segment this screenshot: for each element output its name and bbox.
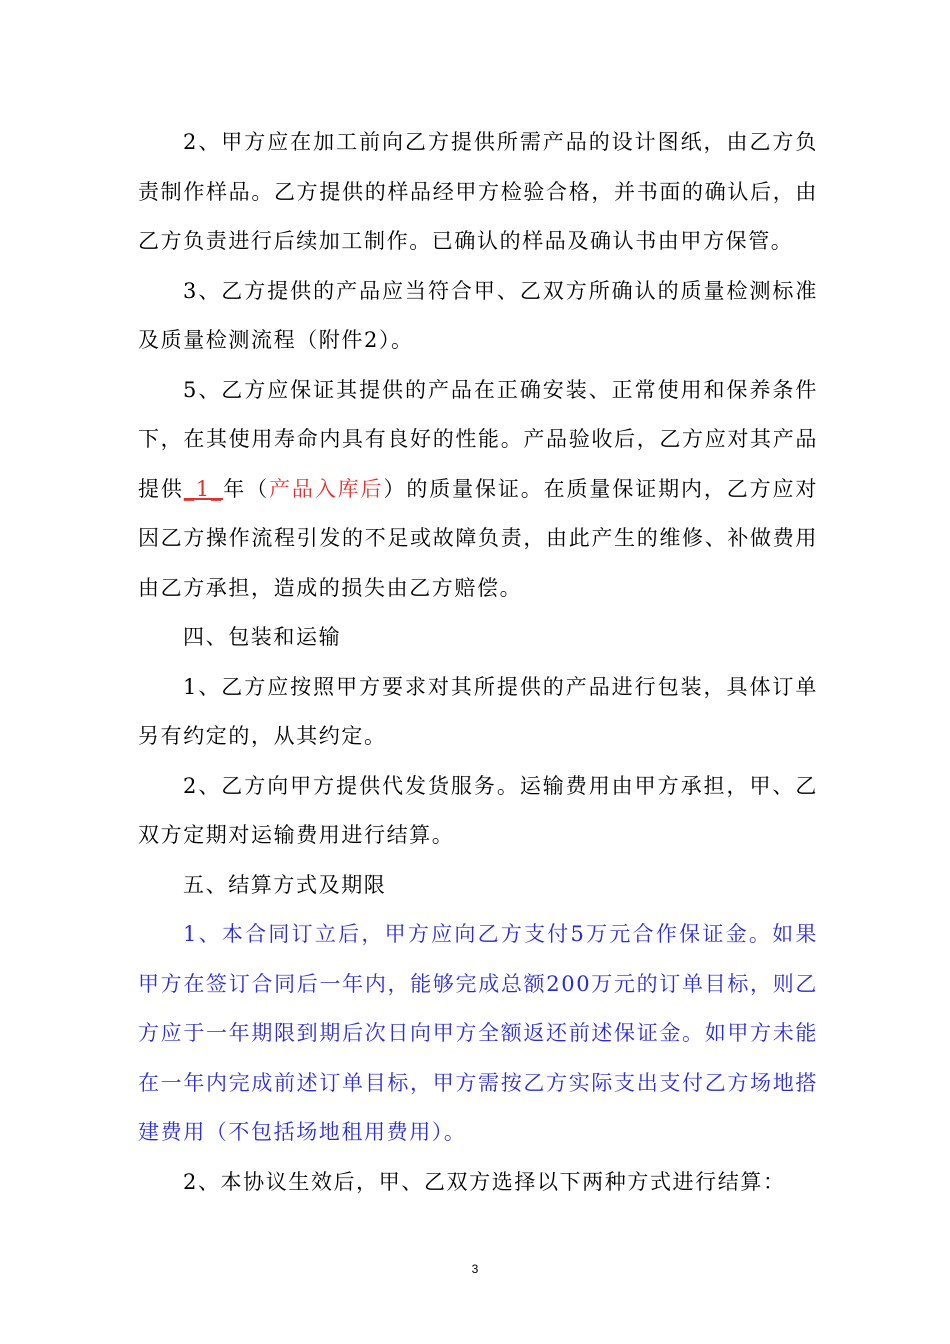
- warranty-text-after: ）的质量保证。在质量保证期内，乙方应对因乙方操作流程引发的不足或故障负责，由此产生的维修、补做费用由乙方承担，造成的损失由乙方赔偿。: [138, 476, 819, 600]
- clause-design-drawings: 2、甲方应在加工前向乙方提供所需产品的设计图纸，由乙方负责制作样品。乙方提供的样品经甲方检验合格，并书面的确认后，由乙方负责进行后续加工制作。已确认的样品及确认书由甲方保管。: [138, 130, 818, 253]
- clause-quality-standard: 3、乙方提供的产品应当符合甲、乙双方所确认的质量检测标准及质量检测流程（附件2）。: [138, 278, 818, 352]
- warranty-unit: 年（: [222, 476, 270, 501]
- clause-deposit: 1、本合同订立后，甲方应向乙方支付5万元合作保证金。如果甲方在签订合同后一年内，能够完成总额200万元的订单目标，则乙方应于一年期限到期后次日向甲方全额返还前述保证金。如甲方未能在一年内完成前述订单目标，甲方需按乙方实际支出支付乙方场地搭建费用（不包括场地租用费用）。: [138, 922, 818, 1144]
- section-heading-settlement: 五、结算方式及期限: [183, 872, 387, 897]
- section-heading-packaging: 四、包装和运输: [183, 625, 342, 649]
- clause-packaging: 1、乙方应按照甲方要求对其所提供的产品进行包装，具体订单另有约定的，从其约定。: [138, 674, 818, 748]
- page-number: 3: [471, 1262, 479, 1276]
- clause-settlement-methods: 2、本协议生效后，甲、乙双方选择以下两种方式进行结算：: [183, 1169, 786, 1194]
- document-body: [138, 118, 818, 1207]
- warranty-text-before: 5、乙方应保证其提供的产品在正确安装、正常使用和保养条件下，在其使用寿命内具有良好的性能。产品验收后，乙方应对其产品提供: [138, 377, 818, 501]
- warranty-years: _1_: [183, 476, 223, 501]
- clause-warranty: [138, 366, 818, 614]
- clause-shipping: 2、乙方向甲方提供代发货服务。运输费用由甲方承担，甲、乙双方定期对运输费用进行结算。: [138, 773, 818, 847]
- warranty-condition: 产品入库后: [269, 476, 384, 501]
